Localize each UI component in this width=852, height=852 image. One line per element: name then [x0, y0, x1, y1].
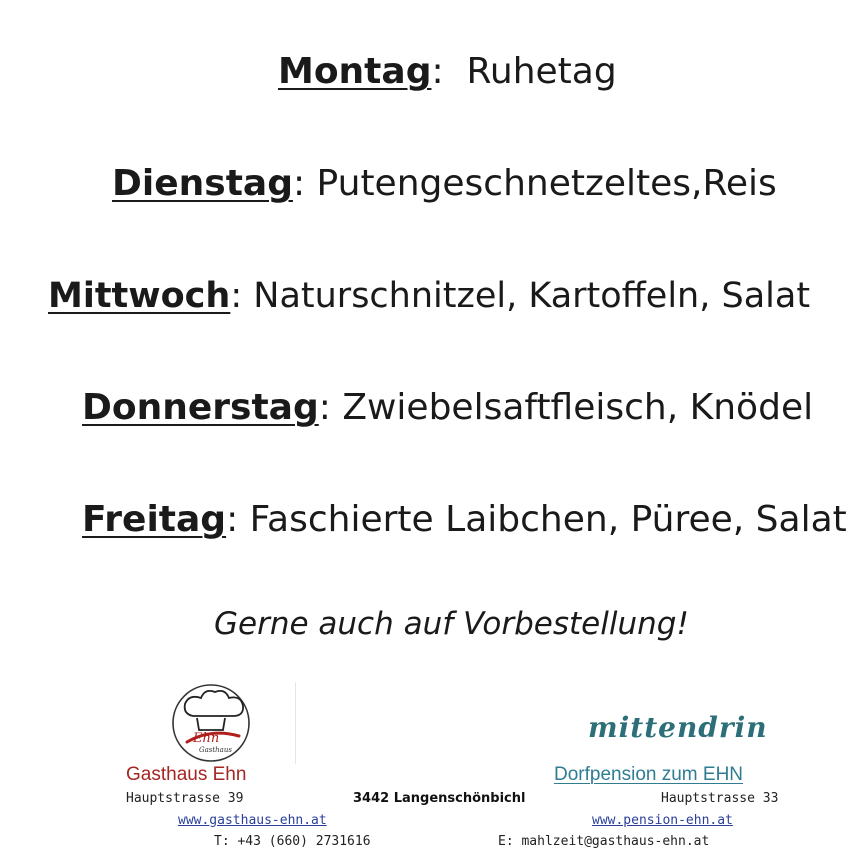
- town: 3442 Langenschönbichl: [353, 791, 526, 806]
- gasthaus-logo: [127, 682, 296, 764]
- pension-address: Hauptstrasse 33: [661, 791, 779, 806]
- day-mittwoch: Mittwoch: [48, 276, 231, 316]
- dish-mittwoch: Naturschnitzel, Kartoffeln, Salat: [253, 276, 811, 316]
- day-freitag: Freitag: [82, 499, 227, 540]
- gasthaus-website-link[interactable]: www.gasthaus-ehn.at: [178, 813, 327, 828]
- gasthaus-name: Gasthaus Ehn: [126, 764, 247, 785]
- preorder-note: Gerne auch auf Vorbestellung!: [214, 606, 689, 642]
- menu-line-mittwoch: Mittwoch: Naturschnitzel, Kartoffeln, Salat: [48, 276, 811, 316]
- gasthaus-address: Hauptstrasse 39: [126, 791, 244, 806]
- mittendrin-brand: mittendrin: [588, 711, 768, 744]
- day-donnerstag: Donnerstag: [82, 387, 319, 428]
- logo-caption: Gasthaus: [199, 746, 232, 754]
- dish-montag: Ruhetag: [466, 51, 617, 92]
- phone-number: T: +43 (660) 2731616: [214, 834, 371, 849]
- pension-website-link[interactable]: www.pension-ehn.at: [592, 813, 733, 828]
- day-montag: Montag: [278, 51, 432, 92]
- dish-freitag: Faschierte Laibchen, Püree, Salat: [249, 499, 847, 540]
- menu-line-montag: Montag: Ruhetag: [278, 51, 617, 92]
- dorfpension-name[interactable]: Dorfpension zum EHN: [554, 764, 744, 785]
- day-dienstag: Dienstag: [112, 163, 293, 204]
- dish-dienstag: Putengeschnetzeltes,Reis: [316, 163, 777, 204]
- chef-hat-logo-icon: [127, 682, 295, 764]
- menu-line-donnerstag: Donnerstag: Zwiebelsaftfleisch, Knödel: [82, 387, 814, 428]
- email-address: E: mahlzeit@gasthaus-ehn.at: [498, 834, 710, 849]
- logo-script: Ehn: [193, 731, 220, 746]
- menu-line-dienstag: Dienstag: Putengeschnetzeltes,Reis: [112, 163, 777, 204]
- menu-line-freitag: Freitag: Faschierte Laibchen, Püree, Salat: [82, 499, 847, 540]
- dish-donnerstag: Zwiebelsaftfleisch, Knödel: [342, 387, 814, 428]
